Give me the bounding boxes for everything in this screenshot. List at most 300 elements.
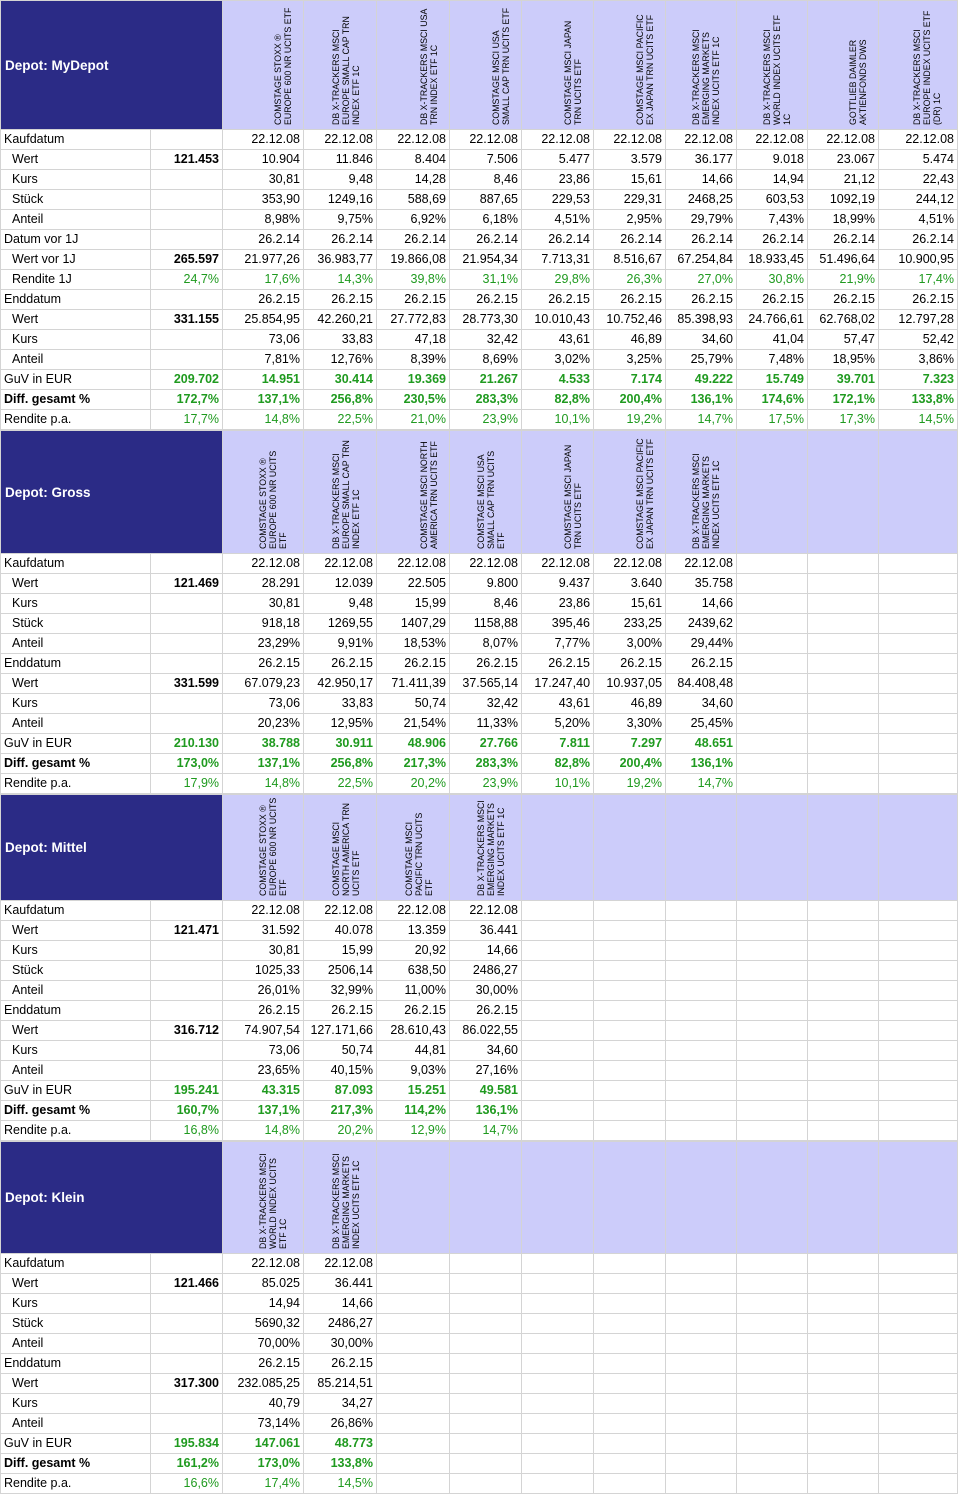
table-cell: 21,9% <box>808 270 879 290</box>
table-cell: 71.411,39 <box>377 674 450 694</box>
table-cell: 7.811 <box>522 734 594 754</box>
empty-cell <box>737 734 808 754</box>
row-total <box>151 330 223 350</box>
table-row <box>1 941 958 961</box>
table-cell: 7,48% <box>737 350 808 370</box>
table-row <box>1 774 958 794</box>
empty-cell <box>879 1454 958 1474</box>
empty-cell <box>737 1334 808 1354</box>
row-total <box>151 1354 223 1374</box>
empty-cell <box>666 981 737 1001</box>
header-empty-cell <box>808 1142 879 1254</box>
table-cell: 26.2.15 <box>522 290 594 310</box>
empty-cell <box>666 1334 737 1354</box>
table-cell: 73,06 <box>223 694 304 714</box>
empty-cell <box>808 1041 879 1061</box>
row-total: 121.469 <box>151 574 223 594</box>
table-cell: 30,81 <box>223 941 304 961</box>
row-total <box>151 210 223 230</box>
table-cell: 15,61 <box>594 170 666 190</box>
table-cell: 14.951 <box>223 370 304 390</box>
table-cell: 5.477 <box>522 150 594 170</box>
table-cell: 137,1% <box>223 754 304 774</box>
table-row <box>1 1414 958 1434</box>
empty-cell <box>522 941 594 961</box>
empty-cell <box>879 754 958 774</box>
table-cell: 35.758 <box>666 574 737 594</box>
depot-table <box>0 1141 958 1494</box>
table-cell: 232.085,25 <box>223 1374 304 1394</box>
table-row <box>1 230 958 250</box>
empty-cell <box>879 1414 958 1434</box>
empty-cell <box>522 1254 594 1274</box>
row-total: 209.702 <box>151 370 223 390</box>
table-cell: 30,81 <box>223 594 304 614</box>
table-cell: 22.12.08 <box>450 130 522 150</box>
table-cell: 42.260,21 <box>304 310 377 330</box>
table-cell: 20,2% <box>377 774 450 794</box>
table-cell: 1158,88 <box>450 614 522 634</box>
row-total: 331.155 <box>151 310 223 330</box>
empty-cell <box>737 961 808 981</box>
empty-cell <box>737 614 808 634</box>
table-cell: 353,90 <box>223 190 304 210</box>
table-cell: 19,2% <box>594 410 666 430</box>
empty-cell <box>737 901 808 921</box>
table-cell: 4,51% <box>879 210 958 230</box>
table-cell: 32,42 <box>450 694 522 714</box>
empty-cell <box>879 941 958 961</box>
depot-table <box>0 0 958 430</box>
empty-cell <box>737 1061 808 1081</box>
table-cell: 14,7% <box>666 410 737 430</box>
empty-cell <box>808 734 879 754</box>
table-cell: 25,45% <box>666 714 737 734</box>
table-cell: 26,01% <box>223 981 304 1001</box>
table-cell: 7,43% <box>737 210 808 230</box>
table-cell: 22.12.08 <box>377 901 450 921</box>
row-label: Anteil <box>1 350 151 370</box>
fund-header <box>594 431 666 554</box>
row-total <box>151 981 223 1001</box>
table-cell: 10.752,46 <box>594 310 666 330</box>
empty-cell <box>879 1254 958 1274</box>
table-cell: 20,92 <box>377 941 450 961</box>
fund-header-wrap <box>666 431 736 553</box>
table-row <box>1 654 958 674</box>
table-cell: 36.441 <box>304 1274 377 1294</box>
row-label: Enddatum <box>1 1001 151 1021</box>
table-cell: 7.174 <box>594 370 666 390</box>
table-cell: 3,86% <box>879 350 958 370</box>
table-cell: 21.267 <box>450 370 522 390</box>
fund-name: DB X-TRACKERS MSCI WORLD INDEX UCITS ETF 1C <box>258 1153 288 1249</box>
table-cell: 24.766,61 <box>737 310 808 330</box>
empty-cell <box>594 1101 666 1121</box>
row-total: 121.466 <box>151 1274 223 1294</box>
table-cell: 18,95% <box>808 350 879 370</box>
table-cell: 12,95% <box>304 714 377 734</box>
row-label: Rendite 1J <box>1 270 151 290</box>
table-cell: 19,2% <box>594 774 666 794</box>
table-cell: 5690,32 <box>223 1314 304 1334</box>
table-row <box>1 1001 958 1021</box>
empty-cell <box>377 1334 450 1354</box>
table-cell: 8,98% <box>223 210 304 230</box>
table-cell: 8,07% <box>450 634 522 654</box>
fund-header-wrap <box>223 1 303 129</box>
table-cell: 8.404 <box>377 150 450 170</box>
table-cell: 26.2.15 <box>304 290 377 310</box>
table-cell: 7.713,31 <box>522 250 594 270</box>
row-label: GuV in EUR <box>1 370 151 390</box>
table-cell: 22.12.08 <box>377 554 450 574</box>
row-label: Kaufdatum <box>1 554 151 574</box>
fund-name: DB X-TRACKERS MSCI EMERGING MARKETS INDEX UCITS ETF 1C <box>691 29 721 125</box>
row-total <box>151 1254 223 1274</box>
table-cell: 136,1% <box>666 754 737 774</box>
table-cell: 2,95% <box>594 210 666 230</box>
table-cell: 3,00% <box>594 634 666 654</box>
row-label: Anteil <box>1 981 151 1001</box>
fund-header-wrap <box>594 431 665 553</box>
fund-header-wrap <box>450 1 521 129</box>
empty-cell <box>450 1294 522 1314</box>
table-cell: 22.12.08 <box>304 901 377 921</box>
fund-header <box>666 1 737 130</box>
table-cell: 26.2.15 <box>737 290 808 310</box>
table-cell: 27.766 <box>450 734 522 754</box>
table-cell: 14,8% <box>223 1121 304 1141</box>
table-cell: 3,25% <box>594 350 666 370</box>
table-cell: 10,1% <box>522 410 594 430</box>
row-total <box>151 290 223 310</box>
fund-header-wrap <box>522 431 593 553</box>
empty-cell <box>737 1041 808 1061</box>
row-label: Wert vor 1J <box>1 250 151 270</box>
empty-cell <box>808 1021 879 1041</box>
row-total <box>151 614 223 634</box>
empty-cell <box>737 594 808 614</box>
empty-cell <box>808 961 879 981</box>
table-cell: 13.359 <box>377 921 450 941</box>
table-cell: 47,18 <box>377 330 450 350</box>
table-cell: 26.2.15 <box>808 290 879 310</box>
table-cell: 6,92% <box>377 210 450 230</box>
table-row <box>1 250 958 270</box>
empty-cell <box>594 1334 666 1354</box>
table-cell: 21,0% <box>377 410 450 430</box>
empty-cell <box>808 941 879 961</box>
empty-cell <box>377 1434 450 1454</box>
table-row <box>1 170 958 190</box>
fund-header <box>377 1 450 130</box>
empty-cell <box>450 1314 522 1334</box>
table-cell: 7,81% <box>223 350 304 370</box>
table-cell: 12,76% <box>304 350 377 370</box>
row-total: 173,0% <box>151 754 223 774</box>
empty-cell <box>879 574 958 594</box>
empty-cell <box>666 1374 737 1394</box>
header-empty-cell <box>808 795 879 901</box>
table-cell: 11,33% <box>450 714 522 734</box>
fund-header-wrap <box>879 1 957 129</box>
table-row <box>1 734 958 754</box>
fund-header <box>808 1 879 130</box>
table-cell: 23,65% <box>223 1061 304 1081</box>
table-row <box>1 614 958 634</box>
header-empty-cell <box>879 431 958 554</box>
table-row <box>1 1294 958 1314</box>
empty-cell <box>737 1354 808 1374</box>
table-row <box>1 390 958 410</box>
table-row <box>1 1434 958 1454</box>
row-label: Diff. gesamt % <box>1 754 151 774</box>
table-cell: 14,66 <box>666 170 737 190</box>
table-cell: 17,4% <box>223 1474 304 1494</box>
table-cell: 12.797,28 <box>879 310 958 330</box>
empty-cell <box>737 694 808 714</box>
depot-table <box>0 430 958 794</box>
header-empty-cell <box>879 795 958 901</box>
fund-name: DB X-TRACKERS MSCI WORLD INDEX UCITS ETF 1C <box>762 15 792 125</box>
table-cell: 44,81 <box>377 1041 450 1061</box>
row-total: 161,2% <box>151 1454 223 1474</box>
table-row <box>1 1254 958 1274</box>
row-total: 317.300 <box>151 1374 223 1394</box>
table-cell: 28.291 <box>223 574 304 594</box>
table-cell: 39,8% <box>377 270 450 290</box>
empty-cell <box>594 1254 666 1274</box>
fund-header-wrap <box>450 795 521 900</box>
fund-header-wrap <box>304 1 376 129</box>
table-cell: 230,5% <box>377 390 450 410</box>
empty-cell <box>522 1354 594 1374</box>
table-row <box>1 594 958 614</box>
empty-cell <box>594 1314 666 1334</box>
row-total: 24,7% <box>151 270 223 290</box>
empty-cell <box>522 1434 594 1454</box>
table-cell: 14,8% <box>223 410 304 430</box>
table-cell: 28.610,43 <box>377 1021 450 1041</box>
empty-cell <box>737 941 808 961</box>
table-cell: 5,20% <box>522 714 594 734</box>
empty-cell <box>666 1394 737 1414</box>
table-cell: 22.12.08 <box>594 130 666 150</box>
table-cell: 32,99% <box>304 981 377 1001</box>
empty-cell <box>450 1354 522 1374</box>
table-cell: 22.505 <box>377 574 450 594</box>
empty-cell <box>879 1121 958 1141</box>
table-cell: 18,99% <box>808 210 879 230</box>
empty-cell <box>594 1434 666 1454</box>
header-empty-cell <box>377 1142 450 1254</box>
table-cell: 9,48 <box>304 594 377 614</box>
fund-header-wrap <box>304 795 376 900</box>
header-empty-cell <box>737 1142 808 1254</box>
empty-cell <box>808 1121 879 1141</box>
fund-header <box>450 795 522 901</box>
table-cell: 84.408,48 <box>666 674 737 694</box>
empty-cell <box>594 1061 666 1081</box>
row-label: Kaufdatum <box>1 1254 151 1274</box>
table-cell: 22.12.08 <box>737 130 808 150</box>
empty-cell <box>879 1021 958 1041</box>
row-total <box>151 1294 223 1314</box>
table-cell: 26.2.14 <box>304 230 377 250</box>
empty-cell <box>594 1374 666 1394</box>
fund-header <box>879 1 958 130</box>
fund-name: DB X-TRACKERS MSCI EUROPE INDEX UCITS ETF (DR) 1C <box>912 10 942 125</box>
table-cell: 887,65 <box>450 190 522 210</box>
fund-header <box>304 1 377 130</box>
fund-name: COMSTAGE MSCI NORTH AMERICA TRN UCITS ETF <box>419 441 440 549</box>
table-cell: 29,44% <box>666 634 737 654</box>
table-cell: 7,77% <box>522 634 594 654</box>
empty-cell <box>879 654 958 674</box>
table-cell: 25,79% <box>666 350 737 370</box>
table-cell: 9,48 <box>304 170 377 190</box>
empty-cell <box>808 1394 879 1414</box>
row-label: Stück <box>1 961 151 981</box>
table-cell: 40.078 <box>304 921 377 941</box>
empty-cell <box>666 1294 737 1314</box>
empty-cell <box>594 1121 666 1141</box>
empty-cell <box>594 1414 666 1434</box>
table-cell: 3.579 <box>594 150 666 170</box>
fund-header <box>666 431 737 554</box>
fund-header <box>304 1142 377 1254</box>
table-row <box>1 290 958 310</box>
row-label: Rendite p.a. <box>1 774 151 794</box>
empty-cell <box>594 981 666 1001</box>
table-cell: 18.933,45 <box>737 250 808 270</box>
table-cell: 22.12.08 <box>666 554 737 574</box>
table-cell: 14,5% <box>879 410 958 430</box>
empty-cell <box>808 981 879 1001</box>
table-cell: 29,79% <box>666 210 737 230</box>
empty-cell <box>737 754 808 774</box>
table-row <box>1 574 958 594</box>
table-cell: 52,42 <box>879 330 958 350</box>
table-cell: 40,79 <box>223 1394 304 1414</box>
table-cell: 1025,33 <box>223 961 304 981</box>
table-cell: 86.022,55 <box>450 1021 522 1041</box>
table-cell: 26.2.15 <box>304 1354 377 1374</box>
empty-cell <box>737 554 808 574</box>
table-cell: 17,5% <box>737 410 808 430</box>
row-label: Anteil <box>1 1334 151 1354</box>
row-total <box>151 170 223 190</box>
table-cell: 29,8% <box>522 270 594 290</box>
table-cell: 6,18% <box>450 210 522 230</box>
empty-cell <box>808 1294 879 1314</box>
empty-cell <box>737 1454 808 1474</box>
header-empty-cell <box>737 431 808 554</box>
fund-header-wrap <box>377 431 449 553</box>
table-cell: 36.983,77 <box>304 250 377 270</box>
table-cell: 10,1% <box>522 774 594 794</box>
table-cell: 244,12 <box>879 190 958 210</box>
table-row <box>1 1314 958 1334</box>
empty-cell <box>666 1121 737 1141</box>
table-cell: 34,60 <box>666 694 737 714</box>
fund-name: COMSTAGE MSCI PACIFIC EX JAPAN TRN UCITS ETF <box>635 438 656 549</box>
fund-header-wrap <box>594 1 665 129</box>
row-label: Kurs <box>1 594 151 614</box>
table-cell: 2486,27 <box>450 961 522 981</box>
fund-header-wrap <box>808 1 878 129</box>
depot-title: Depot: MyDepot <box>1 1 223 130</box>
table-cell: 26.2.14 <box>522 230 594 250</box>
fund-name: DB X-TRACKERS MSCI EUROPE SMALL CAP TRN INDEX ETF 1C <box>331 16 361 125</box>
empty-cell <box>737 1294 808 1314</box>
empty-cell <box>879 1274 958 1294</box>
table-cell: 14,94 <box>737 170 808 190</box>
header-empty-cell <box>594 795 666 901</box>
row-total: 160,7% <box>151 1101 223 1121</box>
table-cell: 10.010,43 <box>522 310 594 330</box>
table-cell: 57,47 <box>808 330 879 350</box>
row-label: Wert <box>1 674 151 694</box>
table-cell: 133,8% <box>879 390 958 410</box>
table-cell: 256,8% <box>304 754 377 774</box>
empty-cell <box>377 1254 450 1274</box>
table-cell: 26.2.15 <box>450 290 522 310</box>
table-cell: 918,18 <box>223 614 304 634</box>
empty-cell <box>737 1001 808 1021</box>
table-cell: 34,27 <box>304 1394 377 1414</box>
table-cell: 4.533 <box>522 370 594 390</box>
fund-header <box>594 1 666 130</box>
table-cell: 22.12.08 <box>879 130 958 150</box>
table-cell: 22.12.08 <box>223 1254 304 1274</box>
table-row <box>1 310 958 330</box>
row-label: Wert <box>1 1274 151 1294</box>
empty-cell <box>666 921 737 941</box>
table-cell: 26.2.15 <box>304 654 377 674</box>
table-cell: 17,6% <box>223 270 304 290</box>
table-cell: 26.2.14 <box>808 230 879 250</box>
empty-cell <box>737 774 808 794</box>
depot-header-row <box>1 1142 958 1254</box>
table-cell: 22,5% <box>304 410 377 430</box>
empty-cell <box>666 1101 737 1121</box>
table-cell: 20,23% <box>223 714 304 734</box>
table-row <box>1 1454 958 1474</box>
table-cell: 136,1% <box>450 1101 522 1121</box>
table-row <box>1 1121 958 1141</box>
table-cell: 9.800 <box>450 574 522 594</box>
table-cell: 14,5% <box>304 1474 377 1494</box>
empty-cell <box>737 1374 808 1394</box>
table-cell: 22.12.08 <box>450 554 522 574</box>
empty-cell <box>666 941 737 961</box>
table-cell: 26.2.15 <box>304 1001 377 1021</box>
table-cell: 37.565,14 <box>450 674 522 694</box>
table-cell: 9.018 <box>737 150 808 170</box>
depot-title: Depot: Mittel <box>1 795 223 901</box>
fund-name: COMSTAGE STOXX ® EUROPE 600 NR UCITS ETF <box>258 450 289 549</box>
table-cell: 33,83 <box>304 330 377 350</box>
table-cell: 1407,29 <box>377 614 450 634</box>
empty-cell <box>594 921 666 941</box>
row-label: Kurs <box>1 1394 151 1414</box>
row-total <box>151 130 223 150</box>
header-empty-cell <box>879 1142 958 1254</box>
row-label: Anteil <box>1 714 151 734</box>
depot-header-row <box>1 1 958 130</box>
